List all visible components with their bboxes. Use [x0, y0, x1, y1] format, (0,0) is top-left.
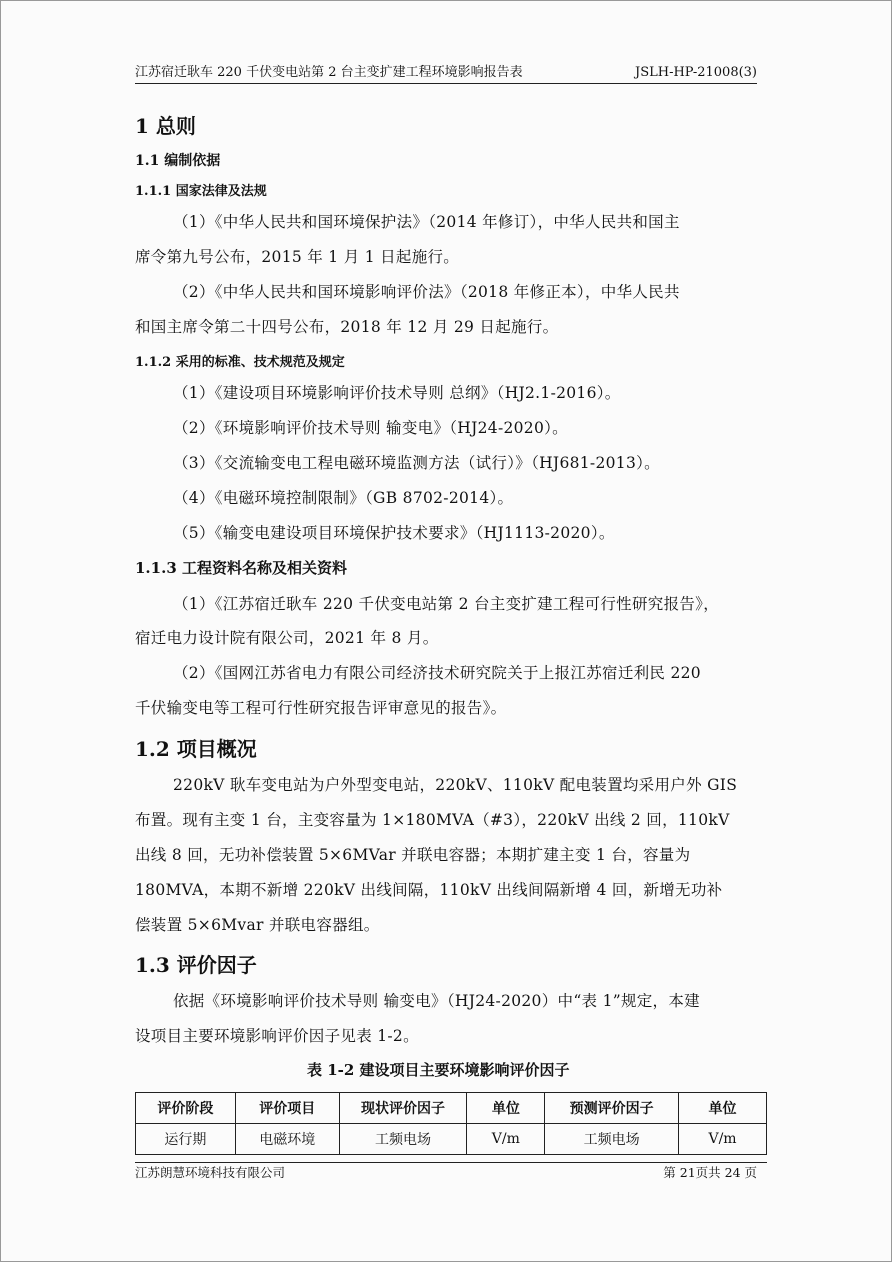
factor-intro-line-1: 依据《环境影响评价技术导则 输变电》（HJ24-2020）中“表 1”规定，本建	[173, 992, 700, 1010]
section-1-3-title: 1.3 评价因子	[135, 953, 257, 977]
overview-line-1: 220kV 耿车变电站为户外型变电站，220kV、110kV 配电装置均采用户外 GIS	[173, 776, 738, 794]
table-cell: 运行期	[136, 1124, 236, 1155]
table-caption: 表 1-2 建设项目主要环境影响评价因子	[307, 1061, 570, 1079]
footer-company: 江苏朗慧环境科技有限公司	[135, 1165, 286, 1180]
table-cell: V/m	[467, 1124, 545, 1155]
overview-line-4: 180MVA，本期不新增 220kV 出线间隔，110kV 出线间隔新增 4 回，新增无功补	[135, 881, 723, 899]
law-item-1-line-1: （1）《中华人民共和国环境保护法》（2014 年修订），中华人民共和国主	[173, 213, 680, 231]
law-item-2-line-2: 和国主席令第二十四号公布，2018 年 12 月 29 日起施行。	[135, 318, 559, 336]
table-cell: V/m	[679, 1124, 767, 1155]
header-title: 江苏宿迁耿车 220 千伏变电站第 2 台主变扩建工程环境影响报告表	[135, 65, 523, 80]
standard-item-4: （4）《电磁环境控制限制》（GB 8702-2014）。	[173, 489, 514, 507]
overview-line-3: 出线 8 回，无功补偿装置 5×6MVar 并联电容器；本期扩建主变 1 台，容量为	[135, 846, 691, 864]
section-1-1-2-title: 1.1.2 采用的标准、技术规范及规定	[135, 355, 345, 370]
header-doc-number: JSLH-HP-21008(3)	[634, 65, 757, 80]
table-cell: 工频电场	[545, 1124, 679, 1155]
table-cell: 工频电场	[339, 1124, 467, 1155]
standard-item-2: （2）《环境影响评价技术导则 输变电》（HJ24-2020）。	[173, 419, 568, 437]
table-header-cell: 评价项目	[235, 1093, 339, 1124]
page-header	[135, 64, 757, 82]
table-row	[136, 1124, 767, 1155]
law-item-2-line-1: （2）《中华人民共和国环境影响评价法》（2018 年修正本），中华人民共	[173, 283, 680, 301]
standard-item-5: （5）《输变电建设项目环境保护技术要求》（HJ1113-2020）。	[173, 524, 615, 542]
standard-item-3: （3）《交流输变电工程电磁环境监测方法（试行）》（HJ681-2013）。	[173, 454, 660, 472]
section-1-1-1-title: 1.1.1 国家法律及法规	[135, 184, 267, 199]
table-header-cell: 单位	[679, 1093, 767, 1124]
material-item-2-line-2: 千伏输变电等工程可行性研究报告评审意见的报告》。	[135, 699, 507, 717]
table-header-cell: 预测评价因子	[545, 1093, 679, 1124]
header-rule	[135, 83, 757, 84]
material-item-2-line-1: （2）《国网江苏省电力有限公司经济技术研究院关于上报江苏宿迁利民 220	[173, 664, 701, 682]
material-item-1-line-1: （1）《江苏宿迁耿车 220 千伏变电站第 2 台主变扩建工程可行性研究报告》，	[173, 595, 720, 613]
footer-page-number: 第 21页共 24 页	[663, 1165, 757, 1180]
section-1-1-title: 1.1 编制依据	[135, 153, 221, 169]
page-footer	[135, 1164, 757, 1182]
section-1-title: 1 总则	[135, 114, 196, 138]
table-header-cell: 单位	[467, 1093, 545, 1124]
overview-line-5: 偿装置 5×6Mvar 并联电容器组。	[135, 916, 380, 934]
standard-item-1: （1）《建设项目环境影响评价技术导则 总纲》（HJ2.1-2016）。	[173, 384, 621, 402]
section-1-1-3-title: 1.1.3 工程资料名称及相关资料	[135, 559, 347, 577]
evaluation-factor-table	[135, 1092, 767, 1155]
factor-intro-line-2: 设项目主要环境影响评价因子见表 1-2。	[135, 1027, 419, 1045]
law-item-1-line-2: 席令第九号公布，2015 年 1 月 1 日起施行。	[135, 248, 460, 266]
section-1-2-title: 1.2 项目概况	[135, 737, 257, 761]
material-item-1-line-2: 宿迁电力设计院有限公司，2021 年 8 月。	[135, 629, 439, 647]
table-header-cell: 评价阶段	[136, 1093, 236, 1124]
table-header-cell: 现状评价因子	[339, 1093, 467, 1124]
footer-rule	[135, 1162, 767, 1163]
overview-line-2: 布置。现有主变 1 台，主变容量为 1×180MVA（#3），220kV 出线 2 回，110kV	[135, 811, 730, 829]
table-header-row	[136, 1093, 767, 1124]
table-cell: 电磁环境	[235, 1124, 339, 1155]
